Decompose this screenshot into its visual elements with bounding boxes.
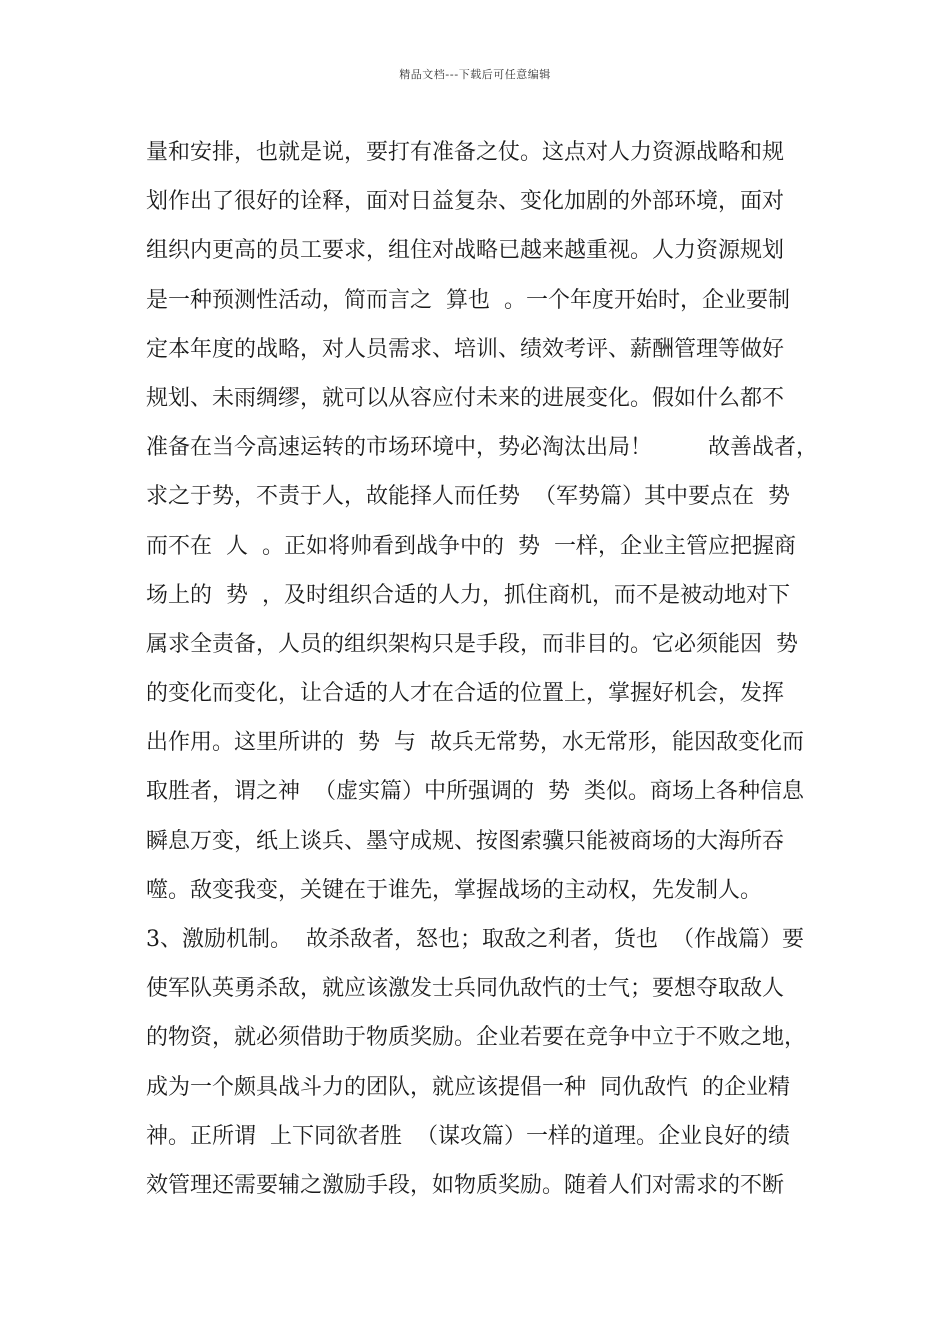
- text-line: 取胜者，谓之神 （虚实篇）中所强调的 势 类似。商场上各种信息: [146, 779, 804, 805]
- text-line: 成为一个颇具战斗力的团队，就应该提倡一种 同仇敌忾 的企业精: [146, 1074, 790, 1100]
- text-line: 准备在当今高速运转的市场环境中，势必淘汰出局！ 故善战者，: [146, 435, 818, 461]
- text-line: 神。正所谓 上下同欲者胜 （谋攻篇）一样的道理。企业良好的绩: [146, 1123, 790, 1149]
- text-line: 定本年度的战略，对人员需求、培训、绩效考评、薪酬管理等做好: [146, 336, 785, 362]
- text-line: 使军队英勇杀敌，就应该激发士兵同仇敌忾的士气；要想夺取敌人: [146, 976, 785, 1002]
- page-header: 精品文档---下载后可任意编辑: [399, 68, 551, 81]
- text-line: 出作用。这里所讲的 势 与 故兵无常势，水无常形，能因敌变化而: [146, 730, 804, 756]
- text-line: 规划、未雨绸缪，就可以从容应付未来的进展变化。假如什么都不: [146, 385, 785, 411]
- text-line: 的物资，就必须借助于物质奖励。企业若要在竞争中立于不败之地，: [146, 1025, 807, 1051]
- text-line: 量和安排，也就是说，要打有准备之仗。这点对人力资源战略和规: [146, 140, 785, 165]
- text-line: 瞬息万变，纸上谈兵、墨守成规、按图索骥只能被商场的大海所吞: [146, 828, 785, 854]
- text-line: 而不在 人 。正如将帅看到战争中的 势 一样，企业主管应把握商: [146, 533, 796, 559]
- body-text: [146, 128, 826, 1210]
- text-line: 划作出了很好的诠释，面对日益复杂、变化加剧的外部环境，面对: [146, 189, 785, 215]
- text-line: 3、激励机制。 故杀敌者，怒也；取敌之利者，货也 （作战篇）要: [146, 927, 804, 952]
- text-line: 效管理还需要辅之激励手段，如物质奖励。随着人们对需求的不断: [146, 1172, 785, 1198]
- text-line: 组织内更高的员工要求，组住对战略已越来越重视。人力资源规划: [146, 238, 785, 264]
- text-line: 噬。敌变我变，关键在于谁先，掌握战场的主动权，先发制人。: [146, 877, 763, 903]
- text-line: 属求全责备，人员的组织架构只是手段，而非目的。它必须能因 势: [146, 631, 798, 657]
- text-line: 是一种预测性活动，简而言之 算也 。一个年度开始时，企业要制: [146, 287, 790, 313]
- text-line: 求之于势，不责于人，故能择人而任势 （军势篇）其中要点在 势: [146, 484, 790, 510]
- text-line: 场上的 势 ，及时组织合适的人力，抓住商机，而不是被动地对下: [146, 582, 790, 608]
- text-line: 的变化而变化，让合适的人才在合适的位置上，掌握好机会，发挥: [146, 681, 785, 707]
